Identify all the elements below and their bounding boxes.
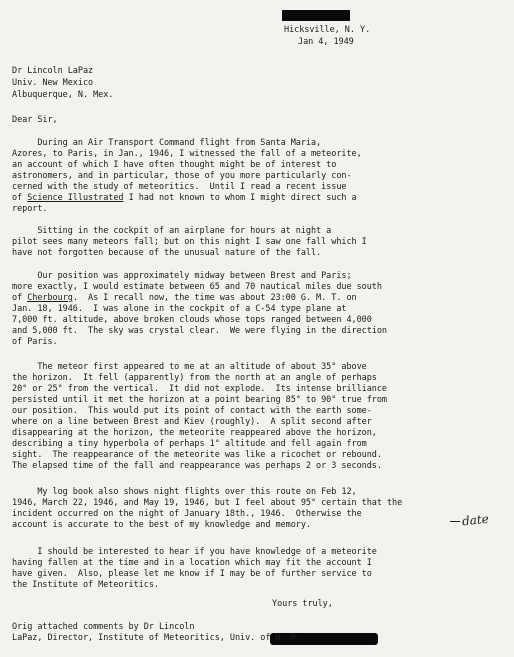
p6-line-2: having fallen at the time and in a location which may fit the account I — [12, 558, 372, 568]
p3-line-2: more exactly, I would estimate between 65 and 70 nautical miles due south — [12, 282, 382, 292]
p3-line-5: 7,000 ft. altitude, above broken clouds whose tops ranged between 4,000 — [12, 315, 372, 325]
p1-line-5: cerned with the study of meteoritics. Until I read a recent issue — [12, 182, 347, 192]
header-date: Jan 4, 1949 — [298, 37, 354, 47]
p3-line-6: and 5,000 ft. The sky was crystal clear. We were flying in the direction — [12, 326, 387, 336]
p3-line-4: Jan. 18, 1946. I was alone in the cockpit of a C-54 type plane at — [12, 304, 347, 314]
salutation: Dear Sir, — [12, 115, 58, 125]
margin-dash-mark — [450, 521, 460, 522]
p4-line-3: 20° or 25° from the vertical. It did not explode. Its intense brilliance — [12, 384, 387, 394]
magazine-title: Science Illustrated — [27, 193, 124, 203]
p5-line-3: incident occurred on the night of January 18th., 1946. Otherwise the — [12, 509, 362, 519]
p6-line-3: have given. Also, please let me know if I may be of further service to — [12, 569, 372, 579]
p1-line-4: astronomers, and in particular, those of you more particularly con- — [12, 171, 352, 181]
p4-line-8: describing a tiny hyperbola of perhaps 1° altitude and fell again from — [12, 439, 367, 449]
p4-line-2: the horizon. It fell (apparently) from the north at an angle of perhaps — [12, 373, 377, 383]
p4-line-9: sight. The reappearance of the meteorite was like a ricochet or rebound. — [12, 450, 382, 460]
p4-line-1: The meteor first appeared to me at an altitude of about 35° above — [12, 362, 367, 372]
footer-line-1: Orig attached comments by Dr Lincoln — [12, 622, 195, 632]
p1-line-3: an account of which I have often thought might be of interest to — [12, 160, 337, 170]
place-cherbourg: Cherbourg — [27, 293, 73, 303]
p3-line-3: of Cherbourg. As I recall now, the time was about 23:00 G. M. T. on — [12, 293, 357, 303]
p1-line-7: report. — [12, 204, 48, 214]
p2-line-1: Sitting in the cockpit of an airplane for hours at night a — [12, 226, 332, 236]
p4-line-10: The elapsed time of the fall and reappearance was perhaps 2 or 3 seconds. — [12, 461, 382, 471]
addressee-city: Albuquerque, N. Mex. — [12, 90, 114, 100]
p4-line-5: our position. This would put its point of contact with the earth some- — [12, 406, 372, 416]
addressee-name: Dr Lincoln LaPaz — [12, 66, 94, 76]
closing: Yours truly, — [272, 599, 333, 609]
p6-line-1: I should be interested to hear if you have knowledge of a meteorite — [12, 547, 377, 557]
p4-line-7: disappearing at the horizon, the meteorite reappeared above the horizon, — [12, 428, 377, 438]
p5-line-2: 1946, March 22, 1946, and May 19, 1946, but I feel about 95° certain that the — [12, 498, 403, 508]
p5-line-1: My log book also shows night flights over this route on Feb 12, — [12, 487, 357, 497]
p4-line-6: where on a line between Brest and Kiev (roughly). A split second after — [12, 417, 372, 427]
handwritten-margin-note: date — [461, 511, 490, 529]
p4-line-4: persisted until it met the horizon at a point bearing 85° to 90° true from — [12, 395, 387, 405]
p3-line-7: of Paris. — [12, 337, 58, 347]
header-location: Hicksville, N. Y. — [284, 25, 371, 35]
p3-line-1: Our position was approximately midway between Brest and Paris; — [12, 271, 352, 281]
p1-line-1: During an Air Transport Command flight from Santa Maria, — [12, 138, 322, 148]
p1-line-2: Azores, to Paris, in Jan., 1946, I witnessed the fall of a meteorite, — [12, 149, 362, 159]
p6-line-4: the Institute of Meteoritics. — [12, 580, 159, 590]
footer-line-2: LaPaz, Director, Institute of Meteoritics, Univ. of N. M. — [12, 633, 301, 643]
redacted-name-block — [282, 10, 350, 21]
addressee-org: Univ. New Mexico — [12, 78, 94, 88]
p2-line-2: pilot sees many meteors fall; but on this night I saw one fall which I — [12, 237, 367, 247]
p5-line-4: account is accurate to the best of my knowledge and memory. — [12, 520, 311, 530]
p2-line-3: have not forgotten because of the unusual nature of the fall. — [12, 248, 322, 258]
p1-line-6: of Science Illustrated I had not known to whom I might direct such a — [12, 193, 357, 203]
